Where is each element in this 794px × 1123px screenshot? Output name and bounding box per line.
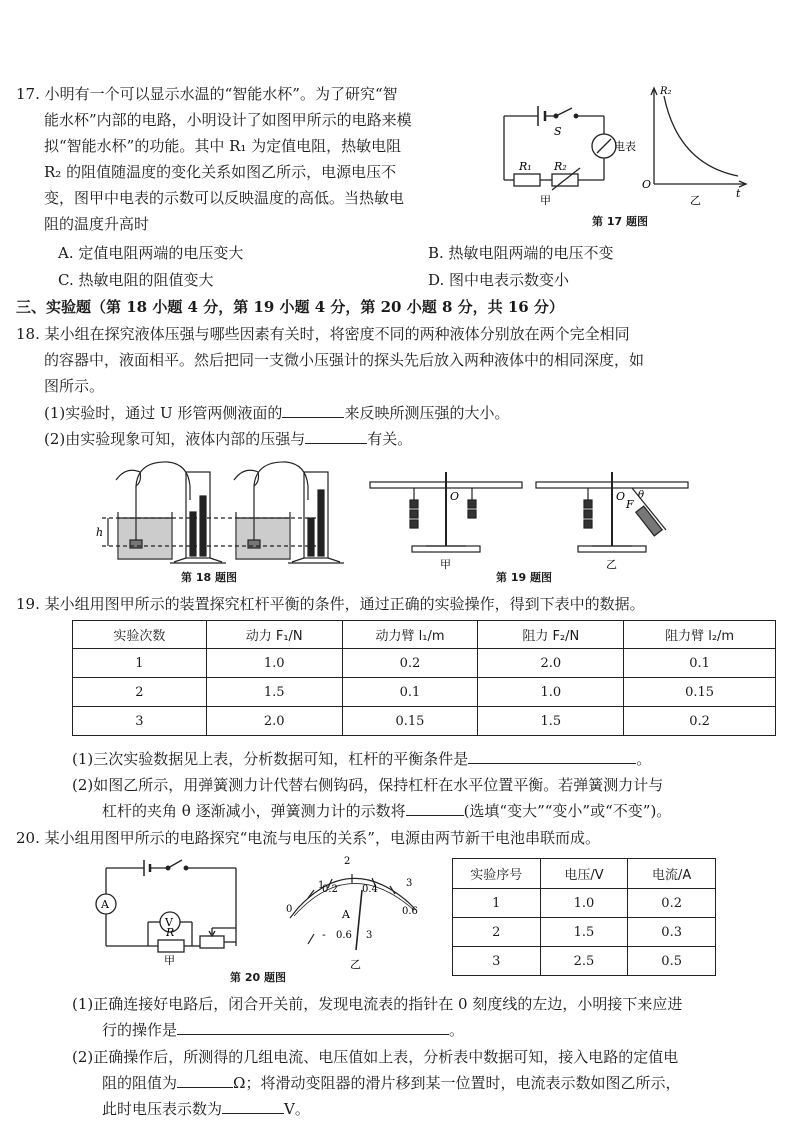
dial-1: 1 (318, 880, 325, 891)
q20-sub2-text-c: 此时电压表示数为 (102, 1100, 223, 1118)
q20-blank-3[interactable] (222, 1099, 284, 1114)
h-label: h (96, 526, 104, 539)
t-axis-label: t (736, 187, 741, 200)
q19-th-f2: 阻力 F₂/N (478, 621, 624, 649)
r2-axis-label: R₂ (660, 86, 672, 97)
origin-label: O (642, 178, 652, 191)
q18-figure (96, 456, 346, 571)
terminal-neg: - (322, 928, 326, 941)
q18-line-2: 的容器中，液面相平。然后把同一支微小压强计的探头先后放入两种液体中的相同深度，如 (44, 351, 645, 369)
meter-label: 电表 (614, 140, 636, 153)
q19-figure-caption: 第 19 题图 (496, 571, 552, 584)
q18-sub2-b: 有关。 (367, 430, 413, 448)
q18-line-3: 图所示。 (44, 377, 105, 395)
table-row (73, 649, 776, 678)
q19-jia-label: 甲 (440, 558, 451, 571)
table-cell: 2.5 (540, 947, 628, 976)
q17-line-6: 阻的温度升高时 (44, 215, 150, 233)
table-cell: 2.0 (206, 707, 342, 736)
q19-o-label-jia: O (450, 490, 460, 503)
q20-sub1-text-b: 。 (449, 1021, 465, 1039)
q17-line-2: 能水杯”内部的电路，小明设计了如图甲所示的电路来模 (44, 111, 412, 129)
q20-sub2-line1: (2)正确操作后，所测得的几组电流、电压值如上表，分析表中数据可知，接入电路的定值电 (72, 1048, 679, 1066)
terminal-3: 3 (366, 930, 373, 941)
dial-0: 0 (286, 904, 293, 915)
table-cell: 0.3 (628, 918, 716, 947)
dial-04: 0.4 (362, 884, 378, 895)
q19-th-f1: 动力 F₁/N (206, 621, 342, 649)
q18-sub1 (44, 403, 509, 423)
q20-sub2-text-a: 阻的阻值为 (102, 1074, 178, 1092)
q18-sub2-a: (2)由实验现象可知，液体内部的压强与 (44, 430, 306, 448)
q19-sub1-end: 。 (636, 750, 652, 768)
q18-figure-caption: 第 18 题图 (181, 571, 237, 584)
q19-sub2-line1: (2)如图乙所示，用弹簧测力计代替右侧钩码，保持杠杆在水平位置平衡。若弹簧测力计与 (72, 776, 664, 794)
table-cell: 1.0 (540, 889, 628, 918)
dial-2: 2 (344, 856, 351, 867)
q17-option-b: B. 热敏电阻两端的电压不变 (428, 244, 614, 262)
q20-sub1-line2 (102, 1020, 464, 1040)
table-cell: 3 (73, 707, 207, 736)
q20-th-seq: 实验序号 (453, 859, 541, 889)
table-cell: 1.5 (540, 918, 628, 947)
q19-data-table (72, 620, 776, 736)
q20-circuit-diagram (96, 856, 246, 966)
table-cell: 1.5 (478, 707, 624, 736)
table-row (453, 889, 716, 918)
table-cell: 0.2 (342, 649, 478, 678)
q19-o-label-yi: O (616, 490, 626, 503)
q18-blank-1[interactable] (282, 403, 344, 418)
table-cell: 2 (73, 678, 207, 707)
q19-sub1 (72, 749, 651, 769)
table-row (73, 678, 776, 707)
dial-3: 3 (406, 878, 413, 889)
q20-sub2-text-b: Ω；将滑动变阻器的滑片移到某一位置时，电流表示数如图乙所示， (233, 1074, 681, 1092)
q20-intro: 20. 某小组用图甲所示的电路探究“电流与电压的关系”，电源由两节新干电池串联而成。 (16, 829, 600, 847)
dial-06: 0.6 (402, 906, 418, 917)
table-row (73, 707, 776, 736)
q20-th-current: 电流/A (628, 859, 716, 889)
dial-a-unit: A (342, 908, 350, 921)
q19-sub2-line2 (102, 801, 671, 821)
q18-sub1-b: 来反映所测压强的大小。 (344, 404, 510, 422)
q17-option-c: C. 热敏电阻的阻值变大 (58, 271, 214, 289)
table-row (453, 947, 716, 976)
q19-sub1-text: (1)三次实验数据见上表，分析数据可知，杠杆的平衡条件是 (72, 750, 469, 768)
q17-line-5: 变，图甲中电表的示数可以反映温度的高低。当热敏电 (44, 189, 405, 207)
r2-label: R₂ (554, 160, 567, 173)
q19-sub2-text-a: 杠杆的夹角 θ 逐渐减小，弹簧测力计的示数将 (102, 802, 406, 820)
q17-option-d: D. 图中电表示数变小 (428, 271, 570, 289)
terminal-06: 0.6 (336, 930, 352, 941)
q18-line-1: 18. 某小组在探究液体压强与哪些因素有关时，将密度不同的两种液体分别放在两个完全相同 (16, 325, 630, 343)
q17-circuit-diagram (494, 92, 644, 212)
q19-blank-1[interactable] (468, 749, 636, 764)
table-cell: 1 (453, 889, 541, 918)
resistor-r-label: R (166, 926, 175, 939)
table-cell: 0.1 (624, 649, 776, 678)
q20-sub1-text-a: 行的操作是 (102, 1021, 178, 1039)
table-cell: 2.0 (478, 649, 624, 678)
q19-sub2-text-b: (选填“变大”“变小”或“不变”)。 (463, 802, 672, 820)
section-3-heading: 三、实验题（第 18 小题 4 分，第 19 小题 4 分，第 20 小题 8 分，共 16 分） (16, 298, 564, 316)
q18-sub2 (44, 429, 412, 449)
q20-data-table (452, 858, 716, 976)
table-cell: 0.2 (628, 889, 716, 918)
yi-label: 乙 (690, 194, 701, 207)
q17-line-4: R₂ 的阻值随温度的变化关系如图乙所示，电源电压不 (44, 163, 397, 181)
q19-figure (366, 466, 676, 571)
q19-th-trial: 实验次数 (73, 621, 207, 649)
q17-line-1: 17. 小明有一个可以显示水温的“智能水杯”。为了研究“智 (16, 85, 398, 103)
q20-sub2-line2 (102, 1073, 680, 1093)
table-cell: 0.1 (342, 678, 478, 707)
table-cell: 0.2 (624, 707, 776, 736)
q19-yi-label: 乙 (606, 558, 617, 571)
q17-line-3: 拟“智能水杯”的功能。其中 R₁ 为定值电阻，热敏电阻 (44, 137, 402, 155)
q19-intro: 19. 某小组用图甲所示的装置探究杠杆平衡的条件，通过正确的实验操作，得到下表中的数据。 (16, 595, 645, 613)
q19-th-l1: 动力臂 l₁/m (342, 621, 478, 649)
r1-label: R₁ (519, 160, 532, 173)
jia-label: 甲 (540, 194, 551, 207)
voltmeter-icon: V (165, 916, 173, 929)
switch-label: S (554, 125, 562, 138)
dial-02: 0.2 (322, 884, 338, 895)
table-cell: 0.15 (624, 678, 776, 707)
q20-sub2-line3 (102, 1099, 310, 1119)
table-cell: 0.15 (342, 707, 478, 736)
table-cell: 1.0 (478, 678, 624, 707)
q18-sub1-a: (1)实验时，通过 U 形管两侧液面的 (44, 404, 283, 422)
q17-figure-caption: 第 17 题图 (592, 215, 648, 228)
table-cell: 3 (453, 947, 541, 976)
q19-th-l2: 阻力臂 l₂/m (624, 621, 776, 649)
q20-ammeter-dial (280, 852, 430, 972)
q18-blank-2[interactable] (305, 429, 367, 444)
q20-blank-2[interactable] (177, 1073, 233, 1088)
table-cell: 2 (453, 918, 541, 947)
q20-blank-1[interactable] (177, 1020, 449, 1035)
q20-sub1-line1: (1)正确连接好电路后，闭合开关前，发现电流表的指针在 0 刻度线的左边，小明接下来应进 (72, 995, 683, 1013)
table-cell: 0.5 (628, 947, 716, 976)
table-cell: 1 (73, 649, 207, 678)
q19-theta-label: θ (638, 490, 645, 501)
ammeter-icon: A (101, 898, 109, 911)
q19-blank-2[interactable] (406, 801, 464, 816)
q20-sub2-text-d: V。 (284, 1100, 310, 1118)
table-row (453, 918, 716, 947)
q20-figure-caption: 第 20 题图 (230, 971, 286, 984)
table-cell: 1.0 (206, 649, 342, 678)
q17-option-a: A. 定值电阻两端的电压变大 (58, 244, 244, 262)
q20-jia-label: 甲 (164, 954, 175, 967)
q19-f-label: F (626, 498, 634, 511)
table-cell: 1.5 (206, 678, 342, 707)
q20-yi-label: 乙 (350, 958, 361, 971)
q20-th-voltage: 电压/V (540, 859, 628, 889)
q17-graph (640, 84, 760, 207)
